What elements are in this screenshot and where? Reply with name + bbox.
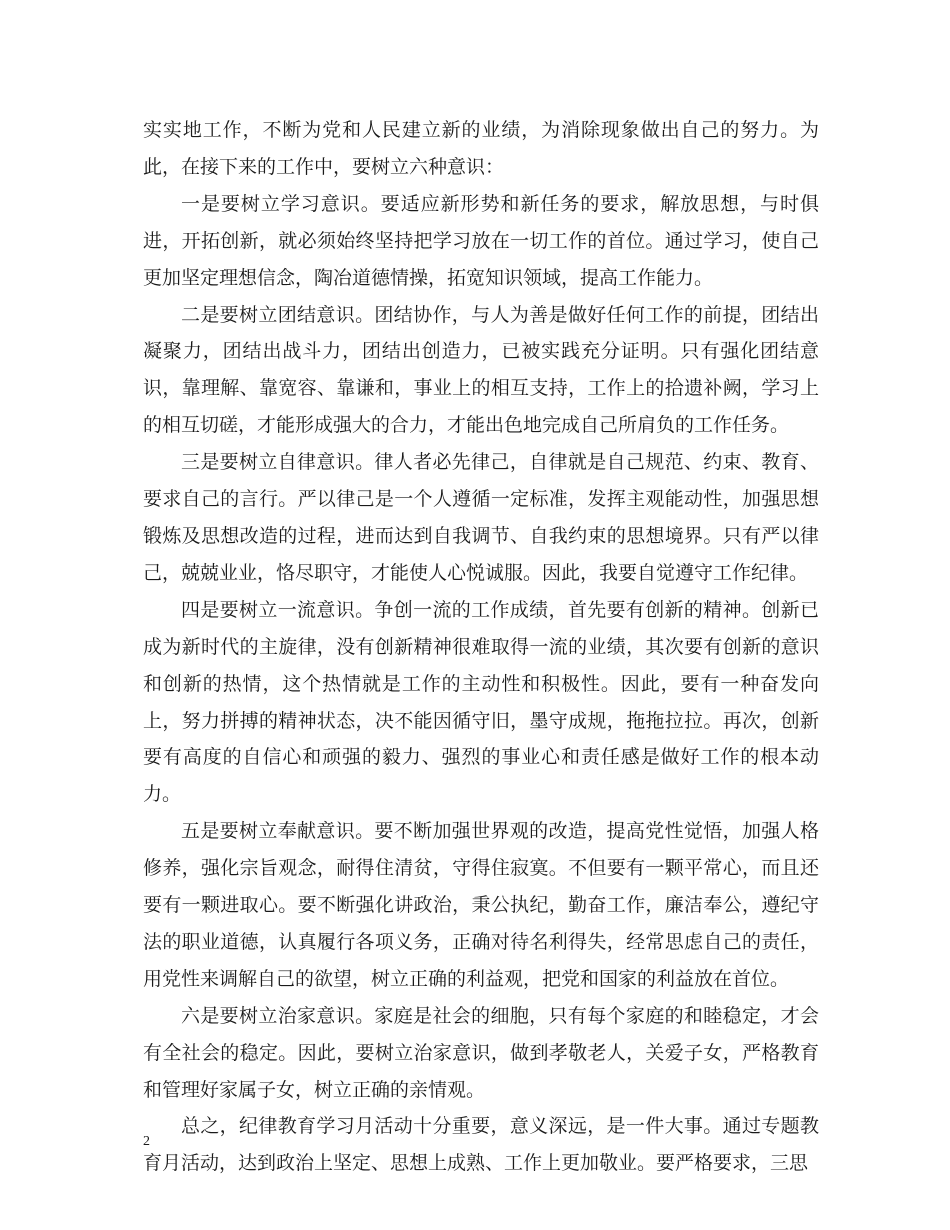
paragraph: 一是要树立学习意识。要适应新形势和新任务的要求，解放思想，与时俱进，开拓创新，就必须始终坚持把学习放在一切工作的首位。通过学习，使自己更加坚定理想信念，陶冶道德情操，拓宽知识领域，提高工作能力。 [143,192,819,289]
page-number: 2 [143,1134,150,1149]
document-body [143,112,819,1182]
paragraph: 四是要树立一流意识。争创一流的工作成绩，首先要有创新的精神。创新已成为新时代的主旋律，没有创新精神很难取得一流的业绩，其次要有创新的意识和创新的热情，这个热情就是工作的主动性和积极性。因此，要有一种奋发向上，努力拼搏的精神状态，决不能因循守旧，墨守成规，拖拖拉拉。再次，创新要有高度的自信心和顽强的毅力、强烈的事业心和责任感是做好工作的根本动力。 [143,598,819,806]
paragraph: 二是要树立团结意识。团结协作，与人为善是做好任何工作的前提，团结出凝聚力，团结出战斗力，团结出创造力，已被实践充分证明。只有强化团结意识，靠理解、靠宽容、靠谦和，事业上的相互支持，工作上的拾遗补阙，学习上的相互切磋，才能形成强大的合力，才能出色地完成自己所肩负的工作任务。 [143,303,819,437]
paragraph: 三是要树立自律意识。律人者必先律己，自律就是自己规范、约束、教育、要求自己的言行。严以律己是一个人遵循一定标准，发挥主观能动性，加强思想锻炼及思想改造的过程，进而达到自我调节、自我约束的思想境界。只有严以律己，兢兢业业，恪尽职守，才能使人心悦诚服。因此，我要自觉遵守工作纪律。 [143,451,819,584]
paragraph: 总之，纪律教育学习月活动十分重要，意义深远，是一件大事。通过专题教育月活动，达到政治上坚定、思想上成熟、工作上更加敬业。要严格要求，三思 [143,1115,819,1175]
paragraph: 五是要树立奉献意识。要不断加强世界观的改造，提高党性觉悟，加强人格修养，强化宗旨观念，耐得住清贫，守得住寂寞。不但要有一颗平常心，而且还要有一颗进取心。要不断强化讲政治，秉公执纪，勤奋工作，廉洁奉公，遵纪守法的职业道德，认真履行各项义务，正确对待名利得失，经常思虑自己的责任，用党性来调解自己的欲望，树立正确的利益观，把党和国家的利益放在首位。 [143,820,819,990]
paragraph: 六是要树立治家意识。家庭是社会的细胞，只有每个家庭的和睦稳定，才会有全社会的稳定。因此，要树立治家意识，做到孝敬老人，关爱子女，严格教育和管理好家属子女，树立正确的亲情观。 [143,1004,819,1101]
paragraph: 实实地工作，不断为党和人民建立新的业绩，为消除现象做出自己的努力。为此，在接下来的工作中，要树立六种意识： [143,119,819,178]
